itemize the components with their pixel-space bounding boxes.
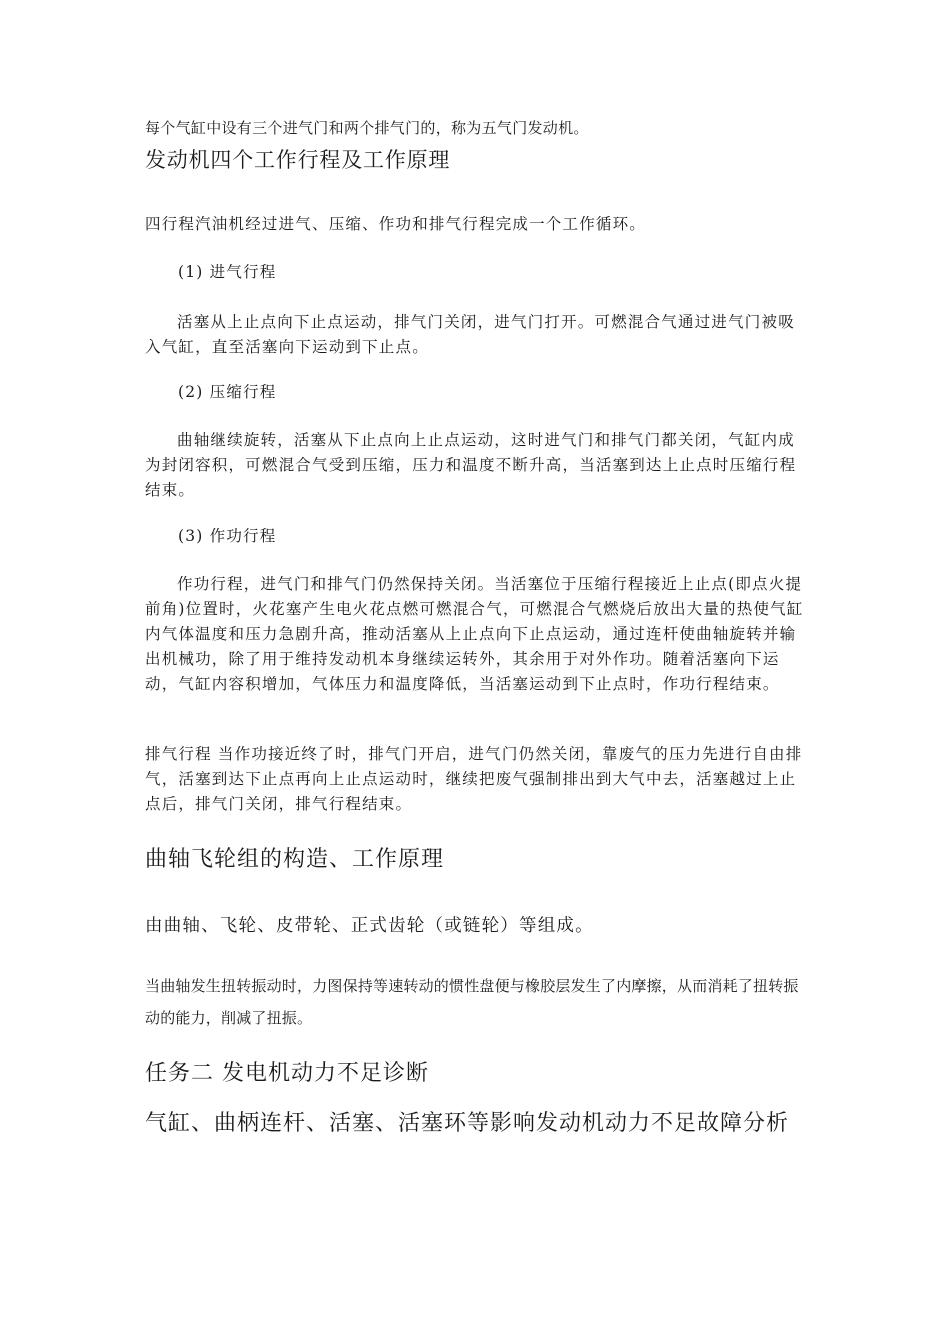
stroke2-paragraph: 曲轴继续旋转，活塞从下止点向上止点运动，这时进气门和排气门都关闭，气缸内成为封闭容积，可燃混合气受到压缩，压力和温度不断升高，当活塞到达上止点时压缩行程结束。 xyxy=(145,431,797,499)
stroke1-title: (1) 进气行程 xyxy=(178,263,277,281)
exhaust-paragraph: 排气行程 当作功接近终了时，排气门开启，进气门仍然关闭，靠废气的压力先进行自由排气，活塞到达下止点再向上止点运动时，继续把废气强制排出到大气中去，活塞越过上止点后，排气门关闭，排气行程结束。 xyxy=(145,745,803,813)
composition-paragraph: 由曲轴、飞轮、皮带轮、正式齿轮（或链轮）等组成。 xyxy=(145,916,594,936)
damper-paragraph: 当曲轴发生扭转振动时，力图保持等速转动的惯性盘便与橡胶层发生了内摩擦，从而消耗了扭转振动的能力，削减了扭振。 xyxy=(145,977,799,1027)
heading-crankshaft: 曲轴飞轮组的构造、工作原理 xyxy=(145,847,445,872)
stroke3-paragraph: 作功行程，进气门和排气门仍然保持关闭。当活塞位于压缩行程接近上止点(即点火提前角)位置时，火花塞产生电火花点燃可燃混合气，可燃混合气燃烧后放出大量的热使气缸内气体温度和压力急剧升高，推动活塞从上止点向下止点运动，通过连杆使曲轴旋转并输出机械功，除了用于维持发动机本身继续运转外，其余用于对外作功。随着活塞向下运动，气缸内容积增加，气体压力和温度降低，当活塞运动到下止点时，作功行程结束。 xyxy=(145,575,804,693)
stroke1-paragraph: 活塞从上止点向下止点运动，排气门关闭，进气门打开。可燃混合气通过进气门被吸入气缸，直至活塞向下运动到下止点。 xyxy=(145,313,795,356)
summary-paragraph: 四行程汽油机经过进气、压缩、作功和排气行程完成一个工作循环。 xyxy=(145,215,647,233)
heading-task-two: 任务二 发电机动力不足诊断 xyxy=(145,1061,429,1086)
heading-four-strokes: 发动机四个工作行程及工作原理 xyxy=(145,148,451,172)
stroke2-title: (2) 压缩行程 xyxy=(178,383,277,401)
intro-line: 每个气缸中设有三个进气门和两个排气门的，称为五气门发动机。 xyxy=(145,119,589,137)
heading-fault-analysis: 气缸、曲柄连杆、活塞、活塞环等影响发动机动力不足故障分析 xyxy=(145,1111,790,1136)
stroke3-title: (3) 作功行程 xyxy=(178,527,277,545)
